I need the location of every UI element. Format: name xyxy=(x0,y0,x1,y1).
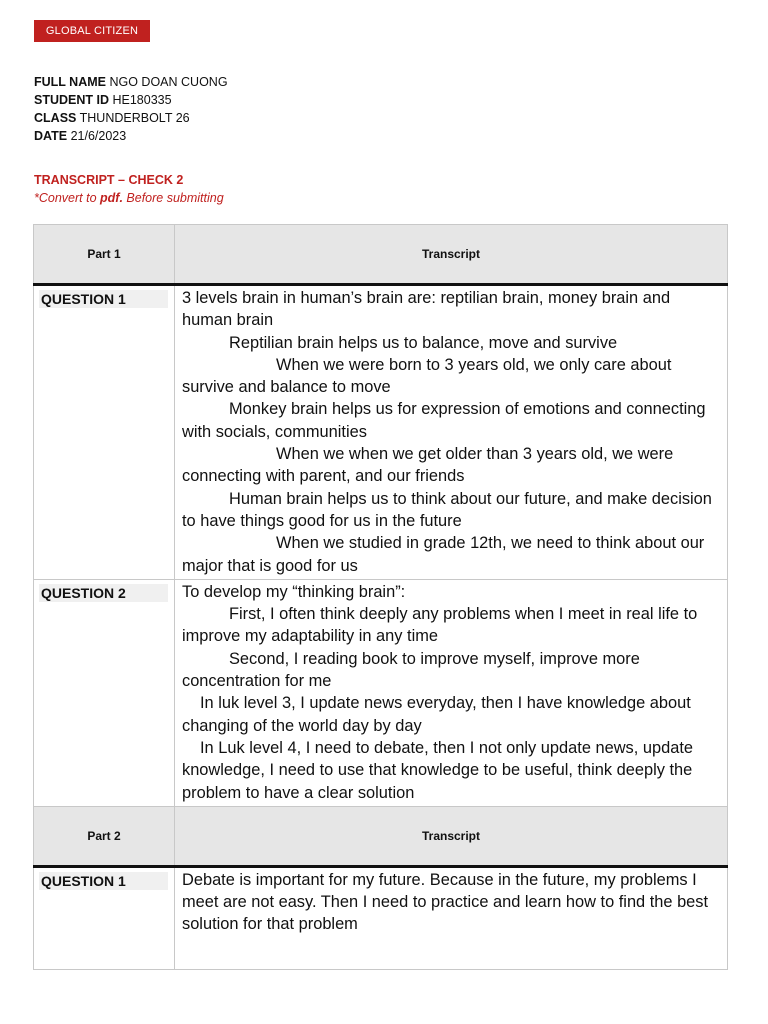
student-id-label: STUDENT ID xyxy=(34,93,109,107)
full-name-label: FULL NAME xyxy=(34,75,106,89)
full-name-line xyxy=(34,73,228,91)
class-line xyxy=(34,109,228,127)
answer-paragraph: Monkey brain helps us for expression of emotions and connecting with socials, communities xyxy=(182,400,706,441)
note-pdf: pdf. xyxy=(100,191,123,205)
question-cell xyxy=(34,579,175,806)
transcript-table xyxy=(33,224,728,970)
student-id-line xyxy=(34,91,228,109)
note-prefix: *Convert to xyxy=(34,191,101,205)
answer-paragraph: Human brain helps us to think about our future, and make decision to have things good for us in the future xyxy=(182,489,712,530)
answer-text xyxy=(175,580,727,806)
table-row xyxy=(34,579,728,806)
answer-paragraph: 3 levels brain in human’s brain are: reptilian brain, money brain and human brain xyxy=(182,289,671,330)
full-name-value: NGO DOAN CUONG xyxy=(109,75,228,89)
question-label: QUESTION 1 xyxy=(39,290,168,308)
answer-paragraph: In luk level 3, I update news everyday, then I have knowledge about changing of the world day by day xyxy=(182,694,691,735)
question-label: QUESTION 1 xyxy=(39,872,168,890)
part-1-transcript-label: Transcript xyxy=(175,225,728,285)
answer-cell xyxy=(175,866,728,969)
answer-paragraph: When we studied in grade 12th, we need to think about our major that is good for us xyxy=(182,534,705,575)
answer-paragraph: To develop my “thinking brain”: xyxy=(182,582,406,601)
transcript-title: TRANSCRIPT – CHECK 2 xyxy=(34,173,184,187)
answer-cell xyxy=(175,285,728,580)
part-1-label: Part 1 xyxy=(34,225,175,285)
answer-paragraph: Reptilian brain helps us to balance, move and survive xyxy=(229,333,618,352)
part-2-header-row xyxy=(34,806,728,866)
answer-text xyxy=(175,868,727,938)
question-label: QUESTION 2 xyxy=(39,584,168,602)
question-cell xyxy=(34,866,175,969)
part-2-transcript-label: Transcript xyxy=(175,806,728,866)
note-suffix: Before submitting xyxy=(122,191,224,205)
question-cell xyxy=(34,285,175,580)
class-label: CLASS xyxy=(34,111,77,125)
answer-paragraph: First, I often think deeply any problems when I meet in real life to improve my adaptability in any time xyxy=(182,605,698,646)
submission-note xyxy=(34,189,224,207)
student-info xyxy=(34,73,228,145)
part-1-header-row xyxy=(34,225,728,285)
answer-paragraph: In Luk level 4, I need to debate, then I not only update news, update knowledge, I need to use that knowledge to be useful, think deeply the problem to have a clear solution xyxy=(182,738,693,802)
student-id-value: HE180335 xyxy=(112,93,172,107)
date-label: DATE xyxy=(34,129,68,143)
table-row xyxy=(34,285,728,580)
answer-paragraph: When we when we get older than 3 years old, we were connecting with parent, and our friends xyxy=(182,445,674,486)
answer-text xyxy=(175,286,727,579)
date-line xyxy=(34,127,228,145)
class-value: THUNDERBOLT 26 xyxy=(79,111,190,125)
transcript-heading xyxy=(34,171,224,207)
answer-cell xyxy=(175,579,728,806)
date-value: 21/6/2023 xyxy=(70,129,127,143)
table-row xyxy=(34,866,728,969)
brand-logo: GLOBAL CITIZEN xyxy=(34,20,150,42)
answer-paragraph: When we were born to 3 years old, we only care about survive and balance to move xyxy=(182,355,672,397)
part-2-label: Part 2 xyxy=(34,806,175,866)
answer-paragraph: Second, I reading book to improve myself, improve more concentration for me xyxy=(182,649,640,691)
answer-paragraph: Debate is important for my future. Because in the future, my problems I meet are not easy. Then I need to practice and learn how to find the best solution for that problem xyxy=(182,870,709,934)
